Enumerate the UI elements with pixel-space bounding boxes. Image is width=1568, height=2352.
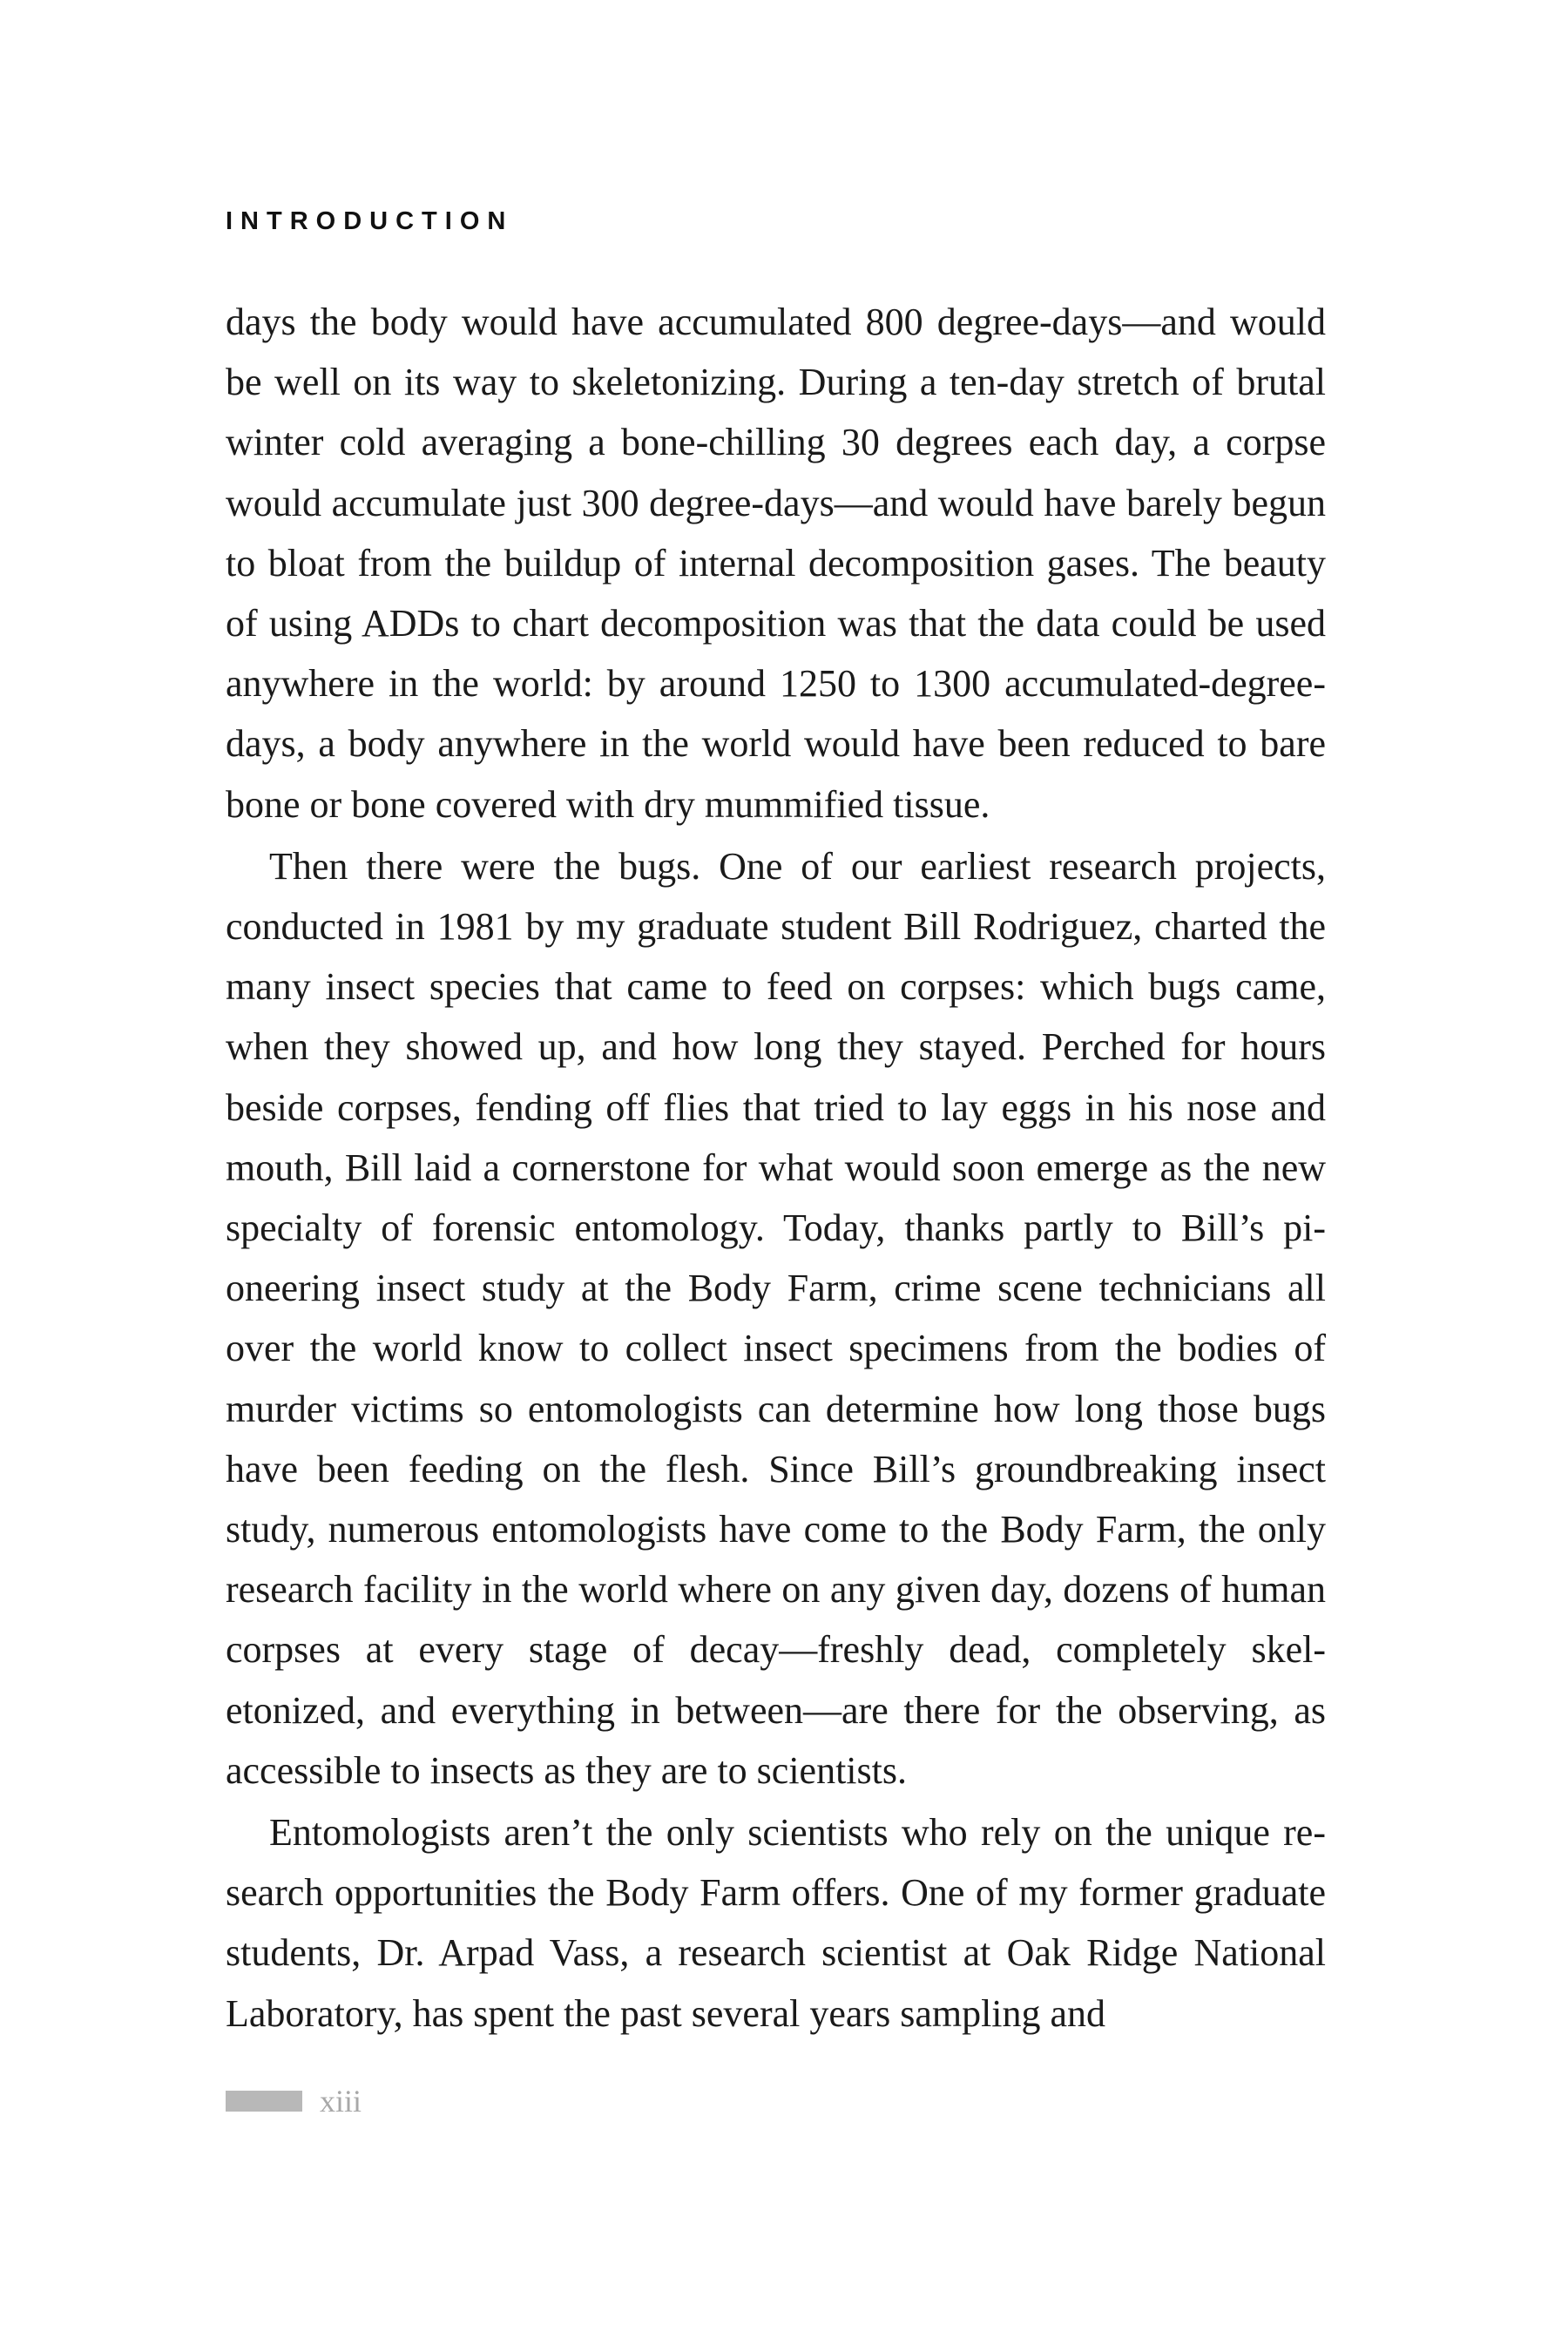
folio-bar-decoration [226, 2091, 302, 2112]
paragraph-1: days the body would have accumulated 800 degree-days—and would be well on its way to skeletonizing. During a ten-day stretch of brutal winter cold averaging a bone-chilling 30 degrees each day, a corpse would accumulate just 300 degree-days—and would have barely begun to bloat from the buildup of internal decomposition gases. The beauty of using ADDs to chart decomposition was that the data could be used anywhere in the world: by around 1250 to 1300 accumulated-degree-days, a body anywhere in the world would have been reduced to bare bone or bone covered with dry mummified tissue. [226, 301, 1326, 826]
running-head: INTRODUCTION [226, 207, 514, 235]
page-number: xiii [320, 2084, 362, 2119]
paragraph-2: Then there were the bugs. One of our earliest research projects, conducted in 1981 by my graduate student Bill Rodriguez, charted the many insect species that came to feed on corpses: which bugs came, when they showed up, and how long they stayed. Perched for hours beside corpses, fending off flies that tried to lay eggs in his nose and mouth, Bill laid a cornerstone for what would soon emerge as the new specialty of forensic entomology. Today, thanks partly to Bill’s pioneering insect study at the Body Farm, crime scene technicians all over the world know to collect insect specimens from the bodies of murder victims so entomologists can determine how long those bugs have been feeding on the flesh. Since Bill’s groundbreaking insect study, numerous entomologists have come to the Body Farm, the only research facility in the world where on any given day, dozens of human corpses at every stage of decay—freshly dead, completely skeletonized, and everything in between—are there for the observing, as accessible to insects as they are to scientists. [226, 844, 1326, 1792]
page-footer [226, 2084, 362, 2119]
body-text [226, 292, 1326, 2044]
paragraph-3: Entomologists aren’t the only scientists who rely on the unique research opportunities the Body Farm offers. One of my former graduate students, Dr. Arpad Vass, a research scientist at Oak Ridge National Laboratory, has spent the past several years sampling and [226, 1811, 1326, 2035]
